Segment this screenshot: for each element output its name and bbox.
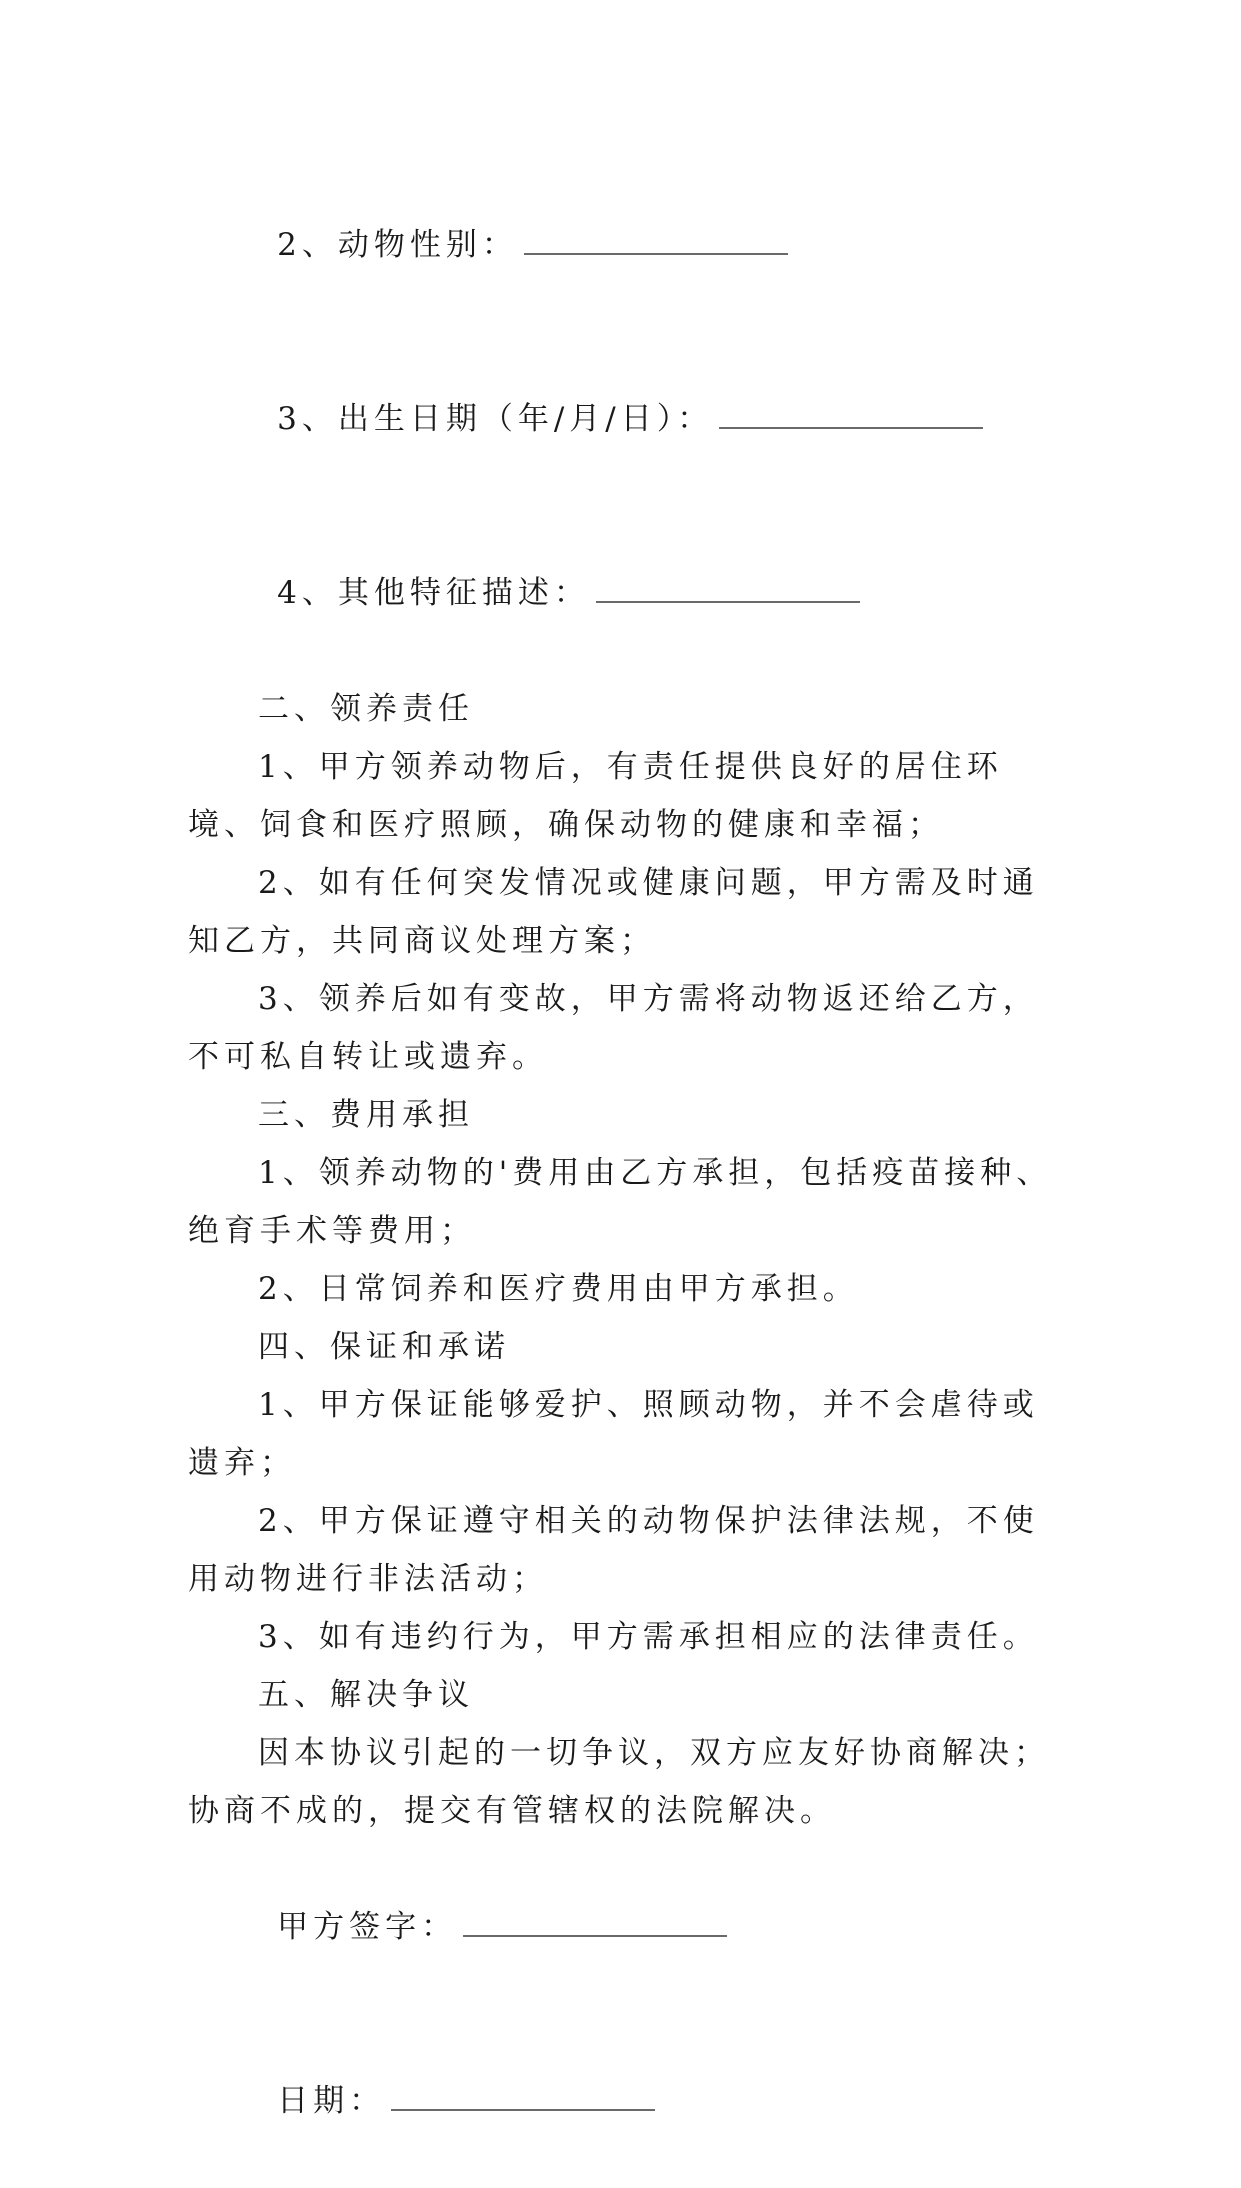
section2-item2: 2、如有任何突发情况或健康问题，甲方需及时通知乙方，共同商议处理方案； xyxy=(188,865,1039,959)
party-a-signature-line xyxy=(188,1840,1068,2014)
party-a-signature-field[interactable] xyxy=(463,1913,727,1937)
birth-date-label: 3、出生日期（年/月/日）： xyxy=(277,401,714,437)
section2-title: 二、领养责任 xyxy=(258,691,474,727)
document-content xyxy=(188,158,1068,2188)
section3-title: 三、费用承担 xyxy=(258,1097,474,1133)
other-features-field[interactable] xyxy=(596,579,860,603)
date-label: 日期： xyxy=(277,2083,386,2119)
section3-item1: 1、领养动物的'费用由乙方承担，包括疫苗接种、绝育手术等费用； xyxy=(188,1155,1053,1249)
section2-item1: 1、甲方领养动物后，有责任提供良好的居住环境、饲食和医疗照顾，确保动物的健康和幸福； xyxy=(188,749,1003,843)
section2-item3: 3、领养后如有变故，甲方需将动物返还给乙方，不可私自转让或遗弃。 xyxy=(188,981,1039,1075)
party-a-signature-label: 甲方签字： xyxy=(277,1909,458,1945)
date-field[interactable] xyxy=(391,2087,655,2111)
animal-gender-line xyxy=(188,158,1068,332)
date-line xyxy=(188,2014,1068,2188)
section5-title: 五、解决争议 xyxy=(258,1677,474,1713)
section4-title: 四、保证和承诺 xyxy=(258,1329,510,1365)
section5-text: 因本协议引起的一切争议，双方应友好协商解决；协商不成的，提交有管辖权的法院解决。 xyxy=(188,1735,1050,1829)
other-features-label: 4、其他特征描述： xyxy=(277,575,590,611)
other-features-line xyxy=(188,506,1068,680)
section4-item1: 1、甲方保证能够爱护、照顾动物，并不会虐待或遗弃； xyxy=(188,1387,1039,1481)
section4-item3: 3、如有违约行为，甲方需承担相应的法律责任。 xyxy=(258,1619,1039,1655)
section4-item2: 2、甲方保证遵守相关的动物保护法律法规，不使用动物进行非法活动； xyxy=(188,1503,1039,1597)
animal-gender-label: 2、动物性别： xyxy=(277,227,518,263)
birth-date-field[interactable] xyxy=(719,405,983,429)
birth-date-line xyxy=(188,332,1068,506)
section3-item2: 2、日常饲养和医疗费用由甲方承担。 xyxy=(258,1271,859,1307)
animal-gender-field[interactable] xyxy=(524,231,788,255)
